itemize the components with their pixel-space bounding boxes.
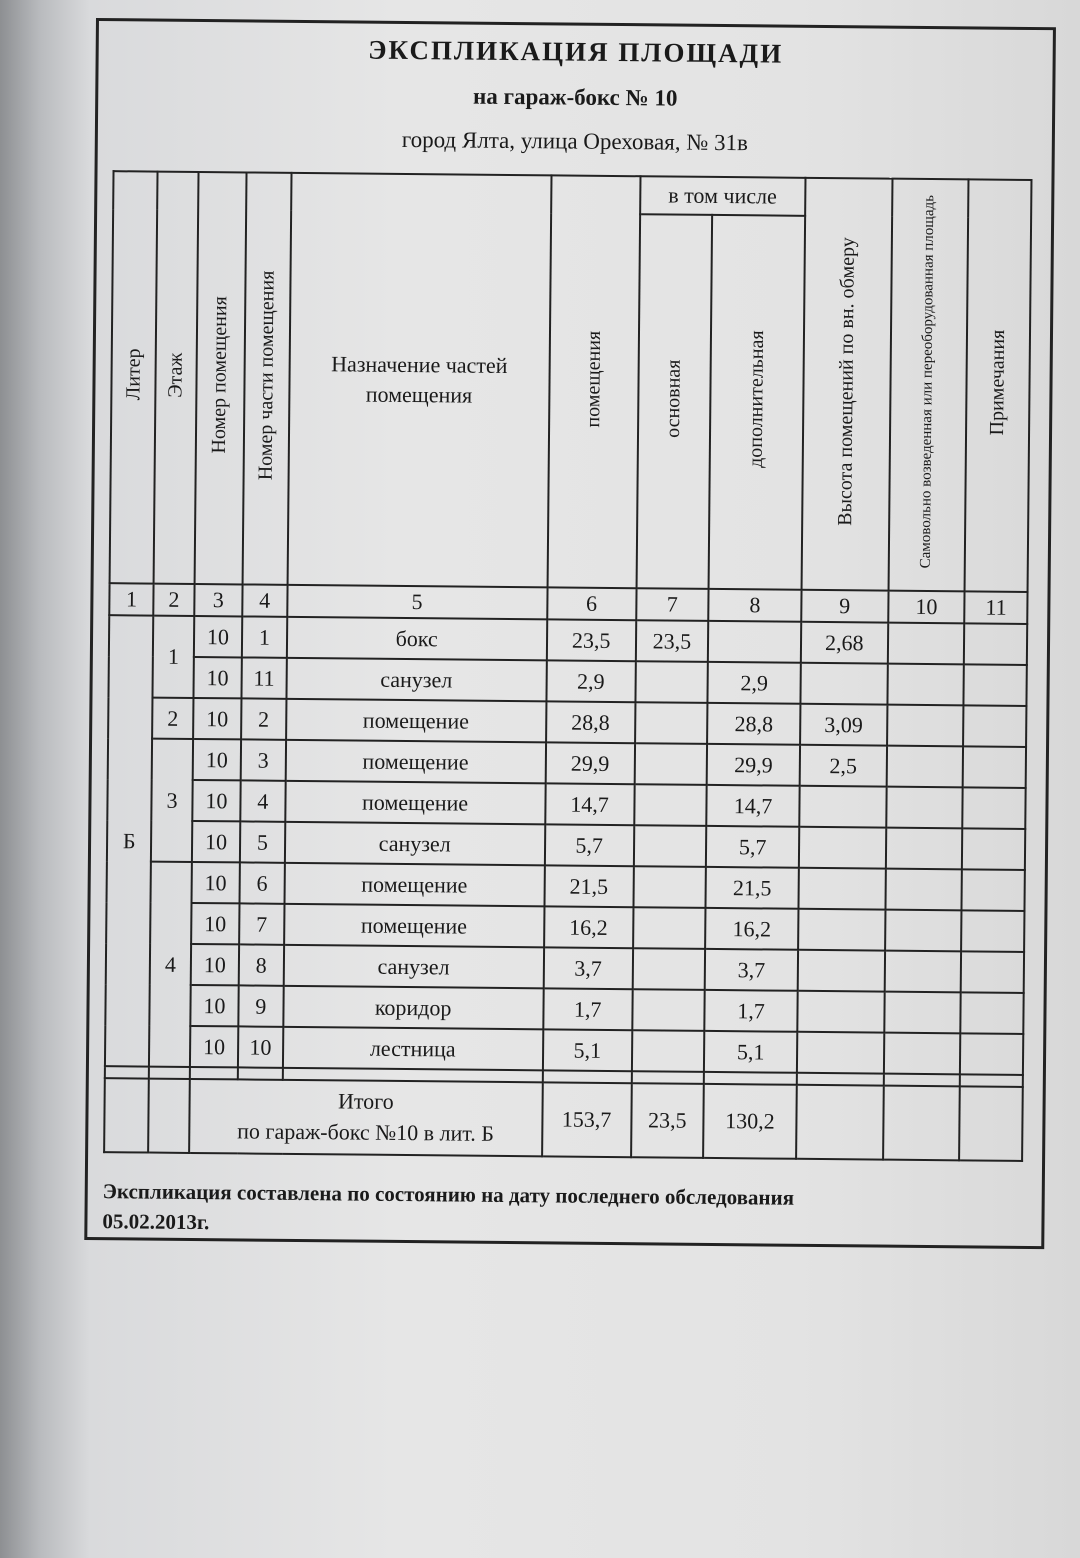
area-main-cell bbox=[635, 702, 708, 744]
self-built-cell bbox=[888, 623, 965, 665]
part-cell: 9 bbox=[238, 985, 283, 1026]
area-main-cell bbox=[634, 743, 707, 785]
height-cell bbox=[800, 663, 887, 705]
document-subtitle: на гараж-бокс № 10 bbox=[473, 83, 678, 111]
part-cell: 6 bbox=[240, 862, 285, 903]
summary-label-line1: Итого bbox=[337, 1088, 394, 1115]
notes-cell bbox=[963, 705, 1026, 747]
area-extra-cell: 5,1 bbox=[704, 1031, 797, 1073]
document-sheet bbox=[84, 18, 1056, 1249]
room-cell: 10 bbox=[193, 657, 242, 698]
room-cell: 10 bbox=[190, 1026, 239, 1067]
self-built-cell bbox=[885, 910, 962, 952]
notes-cell bbox=[964, 623, 1027, 665]
area-extra-cell: 21,5 bbox=[706, 867, 799, 909]
height-cell bbox=[797, 1032, 884, 1074]
area-main-cell bbox=[633, 825, 706, 867]
room-cell: 10 bbox=[192, 821, 241, 862]
self-built-cell bbox=[885, 869, 962, 911]
footer-note bbox=[102, 1176, 1023, 1246]
room-cell: 10 bbox=[192, 780, 241, 821]
height-cell bbox=[798, 950, 885, 992]
header-area-extra: дополнительная bbox=[709, 215, 805, 590]
footer-date: 05.02.2013г. bbox=[102, 1209, 210, 1235]
area-extra-cell: 16,2 bbox=[705, 908, 798, 950]
area-total-cell: 21,5 bbox=[544, 865, 633, 907]
column-number: 2 bbox=[154, 584, 195, 616]
column-number: 4 bbox=[242, 584, 287, 616]
floor-cell: 4 bbox=[149, 862, 191, 1067]
area-extra-cell: 2,9 bbox=[708, 662, 801, 704]
header-liter: Литер bbox=[110, 171, 158, 583]
self-built-cell bbox=[886, 828, 963, 870]
purpose-cell: бокс bbox=[286, 617, 547, 660]
column-number: 5 bbox=[287, 585, 548, 619]
self-built-cell bbox=[886, 746, 963, 788]
area-main-cell bbox=[635, 661, 708, 703]
header-floor: Этаж bbox=[154, 172, 198, 584]
purpose-cell: коридор bbox=[283, 986, 544, 1029]
area-total-cell: 14,7 bbox=[545, 783, 634, 825]
purpose-cell: санузел bbox=[286, 658, 547, 701]
area-extra-cell: 3,7 bbox=[705, 949, 798, 991]
header-area-main: основная bbox=[636, 214, 712, 589]
summary-total: 153,7 bbox=[542, 1082, 631, 1157]
purpose-cell: санузел bbox=[283, 945, 544, 988]
height-cell bbox=[799, 827, 886, 869]
header-height: Высота помещений по вн. обмеру bbox=[802, 178, 893, 591]
part-cell: 5 bbox=[240, 821, 285, 862]
part-cell: 8 bbox=[239, 944, 284, 985]
room-cell: 10 bbox=[194, 616, 243, 657]
area-main-cell: 23,5 bbox=[635, 620, 708, 662]
summary-row bbox=[104, 1078, 1023, 1161]
purpose-cell: помещение bbox=[285, 781, 546, 824]
area-main-cell bbox=[631, 1030, 704, 1072]
area-extra-cell: 29,9 bbox=[707, 744, 800, 786]
column-number: 3 bbox=[194, 584, 243, 616]
purpose-cell: помещение bbox=[284, 863, 545, 906]
explication-table bbox=[103, 170, 1032, 1162]
part-cell: 11 bbox=[242, 657, 287, 698]
header-purpose: Назначение частей помещения bbox=[287, 173, 551, 587]
part-cell: 7 bbox=[239, 903, 284, 944]
area-main-cell bbox=[633, 866, 706, 908]
header-room-no: Номер помещения bbox=[194, 172, 246, 584]
height-cell: 3,09 bbox=[800, 704, 887, 746]
area-total-cell: 28,8 bbox=[546, 701, 635, 743]
notes-cell bbox=[960, 1033, 1023, 1075]
self-built-cell bbox=[886, 787, 963, 829]
part-cell: 3 bbox=[241, 739, 286, 780]
area-main-cell bbox=[632, 989, 705, 1031]
liter-cell: Б bbox=[105, 615, 154, 1066]
document-title: ЭКСПЛИКАЦИЯ ПЛОЩАДИ bbox=[368, 34, 784, 69]
area-main-cell bbox=[632, 948, 705, 990]
summary-main: 23,5 bbox=[631, 1083, 704, 1158]
part-cell: 1 bbox=[242, 616, 287, 657]
height-cell bbox=[799, 786, 886, 828]
height-cell bbox=[798, 868, 885, 910]
header-area-total: помещения bbox=[547, 175, 640, 588]
column-number: 10 bbox=[888, 591, 965, 624]
column-number: 6 bbox=[547, 587, 636, 620]
height-cell: 2,68 bbox=[801, 622, 888, 664]
area-extra-cell bbox=[708, 621, 801, 663]
area-total-cell: 5,7 bbox=[545, 824, 634, 866]
area-total-cell: 2,9 bbox=[546, 660, 635, 702]
notes-cell bbox=[962, 869, 1025, 911]
header-notes: Примечания bbox=[965, 179, 1032, 592]
area-total-cell: 3,7 bbox=[543, 947, 632, 989]
room-cell: 10 bbox=[190, 944, 239, 985]
column-number: 11 bbox=[965, 591, 1028, 624]
purpose-cell: помещение bbox=[286, 699, 547, 742]
summary-label bbox=[189, 1079, 543, 1156]
floor-cell: 3 bbox=[151, 739, 193, 862]
header-incl-group: в том числе bbox=[640, 176, 806, 216]
area-main-cell bbox=[634, 784, 707, 826]
part-cell: 4 bbox=[240, 780, 285, 821]
notes-cell bbox=[963, 746, 1026, 788]
area-total-cell: 29,9 bbox=[545, 742, 634, 784]
area-total-cell: 16,2 bbox=[544, 906, 633, 948]
height-cell bbox=[798, 909, 885, 951]
room-cell: 10 bbox=[191, 903, 240, 944]
room-cell: 10 bbox=[192, 739, 241, 780]
notes-cell bbox=[963, 787, 1026, 829]
area-main-cell bbox=[633, 907, 706, 949]
self-built-cell bbox=[884, 951, 961, 993]
self-built-cell bbox=[884, 992, 961, 1034]
floor-cell: 2 bbox=[152, 698, 193, 739]
notes-cell bbox=[962, 828, 1025, 870]
area-extra-cell: 14,7 bbox=[706, 785, 799, 827]
notes-cell bbox=[964, 664, 1027, 706]
height-cell: 2,5 bbox=[800, 745, 887, 787]
part-cell: 10 bbox=[238, 1026, 283, 1067]
purpose-cell: помещение bbox=[285, 740, 546, 783]
area-extra-cell: 1,7 bbox=[704, 990, 797, 1032]
column-number: 1 bbox=[109, 583, 154, 615]
area-total-cell: 1,7 bbox=[543, 988, 632, 1030]
notes-cell bbox=[961, 910, 1024, 952]
part-cell: 2 bbox=[241, 698, 286, 739]
notes-cell bbox=[961, 951, 1024, 993]
self-built-cell bbox=[887, 664, 964, 706]
floor-cell: 1 bbox=[153, 616, 194, 698]
self-built-cell bbox=[884, 1033, 961, 1075]
room-cell: 10 bbox=[190, 985, 239, 1026]
column-number: 7 bbox=[636, 588, 709, 621]
room-cell: 10 bbox=[193, 698, 242, 739]
header-self-built: Самовольно возведенная или переоборудованная площадь bbox=[888, 179, 969, 592]
summary-extra: 130,2 bbox=[703, 1084, 797, 1159]
purpose-cell: лестница bbox=[282, 1027, 543, 1070]
area-extra-cell: 5,7 bbox=[706, 826, 799, 868]
room-cell: 10 bbox=[191, 862, 240, 903]
purpose-cell: помещение bbox=[284, 904, 545, 947]
purpose-cell: санузел bbox=[284, 822, 545, 865]
document-address: город Ялта, улица Ореховая, № 31в bbox=[401, 126, 748, 156]
height-cell bbox=[797, 991, 884, 1033]
area-extra-cell: 28,8 bbox=[707, 703, 800, 745]
footer-line1: Экспликация составлена по состоянию на дату последнего обследования bbox=[102, 1179, 795, 1210]
self-built-cell bbox=[887, 705, 964, 747]
column-number: 9 bbox=[801, 590, 888, 623]
area-total-cell: 5,1 bbox=[543, 1029, 632, 1071]
area-total-cell: 23,5 bbox=[547, 619, 636, 661]
notes-cell bbox=[961, 992, 1024, 1034]
column-number: 8 bbox=[708, 589, 801, 622]
summary-label-line2: по гараж-бокс №10 в лит. Б bbox=[237, 1118, 495, 1146]
header-part-no: Номер части помещения bbox=[243, 172, 291, 584]
